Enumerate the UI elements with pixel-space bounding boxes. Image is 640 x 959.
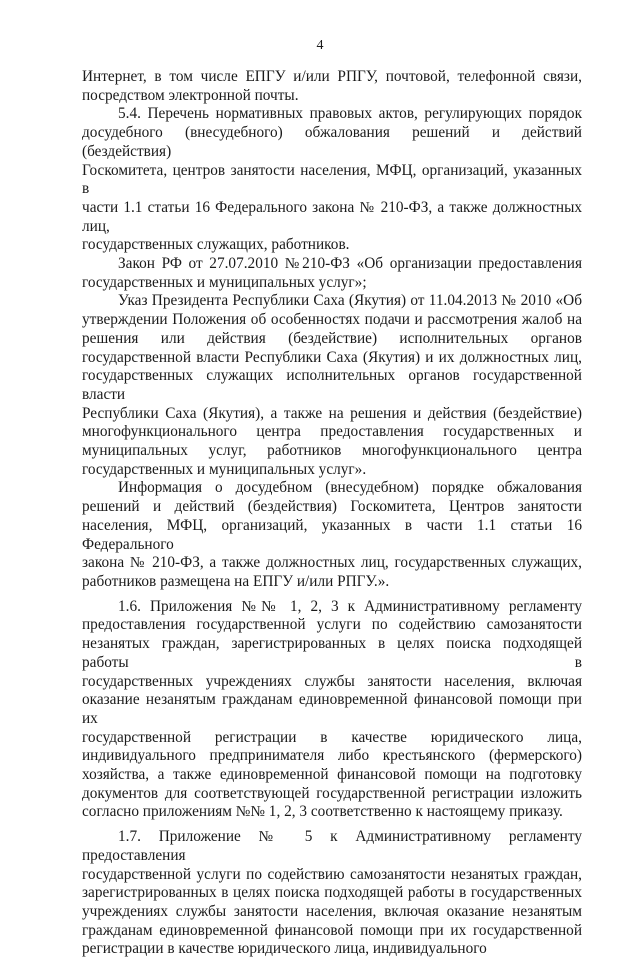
- paragraph-6-line-9: документов для соответствующей государственной регистрации изложить: [82, 784, 582, 802]
- document-body: [82, 68, 582, 959]
- paragraph-1-line-2: посредством электронной почты.: [82, 86, 299, 104]
- paragraph-5-line-4: закона № 210-ФЗ, а также должностных лиц, государственных служащих,: [82, 554, 582, 572]
- paragraph-2-line-3: Госкомитета, центров занятости населения, МФЦ, организаций, указанных в: [82, 161, 582, 198]
- paragraph-7-line-6: регистрации в качестве юридического лица, индивидуального: [82, 940, 487, 958]
- paragraph-4-line-3: решения или действия (бездействие) исполнительных органов: [82, 329, 582, 347]
- paragraph-7-line-5: гражданам единовременной финансовой помощи при их государственной: [82, 921, 582, 939]
- paragraph-4-line-7: многофункционального центра предоставления государственных и: [82, 423, 582, 441]
- paragraph-1-line-1: Интернет, в том числе ЕПГУ и/или РПГУ, почтовой, телефонной связи,: [82, 68, 582, 85]
- paragraph-4-line-8: муниципальных услуг, работников многофункционального центра: [82, 442, 582, 460]
- paragraph-7-line-4: учреждениях службы занятости населения, включая оказание незанятым: [82, 902, 582, 920]
- paragraph-7-line-2: государственной услуги по содействию самозанятости незанятых граждан,: [82, 865, 582, 883]
- paragraph-6-line-8: хозяйства, а также единовременной финансовой помощи на подготовку: [82, 766, 582, 784]
- paragraph-2-line-2: досудебного (внесудебного) обжалования решений и действий (бездействия): [82, 124, 582, 160]
- paragraph-4-line-9: государственных и муниципальных услуг».: [82, 460, 367, 478]
- paragraph-6-line-7: индивидуального предпринимателя либо крестьянского (фермерского): [82, 747, 582, 765]
- paragraph-3-line-1: Закон РФ от 27.07.2010 №210-ФЗ «Об организации предоставления: [118, 255, 582, 273]
- paragraph-6-line-4: государственных учреждениях службы занятости населения, включая: [82, 672, 582, 690]
- paragraph-5-line-3: населения, МФЦ, организаций, указанных в части 1.1 статьи 16 Федерального: [82, 516, 582, 553]
- page-number: 4: [316, 38, 324, 53]
- paragraph-4-line-1: Указ Президента Республики Саха (Якутия) от 11.04.2013 № 2010 «Об: [118, 292, 582, 310]
- paragraph-2-line-1: 5.4. Перечень нормативных правовых актов, регулирующих порядок: [118, 105, 582, 123]
- paragraph-3-line-2: государственных и муниципальных услуг»;: [82, 273, 367, 291]
- paragraph-5-line-5: работников размещена на ЕПГУ и/или РПГУ.».: [82, 572, 390, 590]
- paragraph-7-line-3: зарегистрированных в целях поиска подходящей работы в государственных: [82, 884, 582, 902]
- paragraph-5-line-2: решений и действий (бездействия) Госкомитета, Центров занятости: [82, 498, 582, 516]
- paragraph-6-line-5: оказание незанятым гражданам единовременной финансовой помощи при их: [82, 691, 582, 727]
- paragraph-5-line-1: Информация о досудебном (внесудебном) порядке обжалования: [118, 479, 582, 497]
- paragraph-6-line-6: государственной регистрации в качестве юридического лица,: [82, 728, 582, 746]
- paragraph-7-line-1: 1.7. Приложение № 5 к Административному регламенту предоставления: [82, 828, 582, 864]
- paragraph-6-line-3: незанятых граждан, зарегистрированных в целях поиска подходящей работы в: [82, 635, 582, 671]
- paragraph-4-line-4: государственной власти Республики Саха (Якутия) и их должностных лиц,: [82, 348, 582, 366]
- paragraph-4-line-5: государственных служащих исполнительных органов государственной власти: [82, 367, 582, 403]
- paragraph-4-line-2: утверждении Положения об особенностях подачи и рассмотрения жалоб на: [82, 311, 582, 329]
- paragraph-6-line-10: согласно приложениям №№ 1, 2, 3 соответственно к настоящему приказу.: [82, 803, 563, 821]
- paragraph-2-line-5: государственных служащих, работников.: [82, 236, 350, 254]
- paragraph-6-line-1: 1.6. Приложения №№ 1, 2, 3 к Административному регламенту: [118, 597, 582, 615]
- paragraph-2-line-4: части 1.1 статьи 16 Федерального закона № 210-ФЗ, а также должностных лиц,: [82, 198, 582, 235]
- paragraph-6-line-2: предоставления государственной услуги по содействию самозанятости: [82, 616, 582, 634]
- paragraph-4-line-6: Республики Саха (Якутия), а также на решения и действия (бездействие): [82, 404, 582, 422]
